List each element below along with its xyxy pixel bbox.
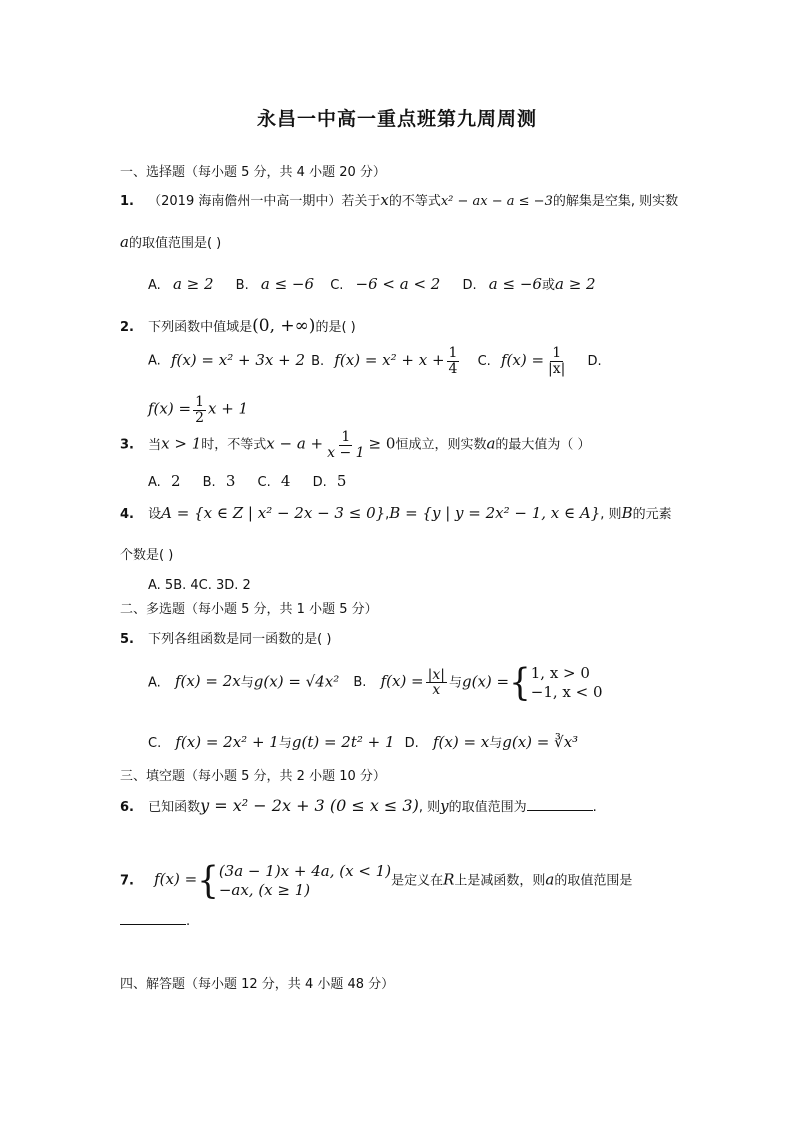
- option-label: B.: [202, 475, 216, 490]
- fraction: [325, 430, 366, 460]
- section-heading-fill: 三、填空题（每小题 5 分，共 2 小题 10 分）: [120, 769, 386, 784]
- math-expression: B = {y | y = 2x² − 1, x ∈ A}: [389, 504, 601, 522]
- option-text: 与: [240, 675, 254, 691]
- question-text: .: [186, 914, 191, 929]
- math-var: y: [440, 797, 449, 815]
- option-label: C.: [330, 278, 344, 293]
- section-heading-multi: 二、多选题（每小题 5 分，共 1 小题 5 分）: [120, 602, 378, 617]
- left-brace: {: [197, 858, 219, 903]
- answer-blank: [527, 798, 593, 811]
- question-2-option-d: [148, 395, 248, 425]
- option-text: 与: [448, 675, 462, 691]
- question-text: ,: [385, 507, 390, 522]
- numerator: 1: [448, 345, 458, 361]
- question-text: 恒成立，则实数: [395, 437, 487, 453]
- question-4-line-2: 个数是( ): [120, 548, 174, 563]
- case-line: (3a − 1)x + 4a, (x < 1): [218, 862, 392, 880]
- option-label: D.: [587, 353, 602, 369]
- option-text: 或: [541, 278, 555, 293]
- fraction: [193, 395, 206, 425]
- question-text: 当: [148, 437, 162, 453]
- option-math: 3: [225, 472, 236, 490]
- question-7-line-2: [120, 912, 190, 929]
- question-text: 的是( ): [315, 320, 356, 335]
- option-label: D.: [312, 475, 327, 490]
- question-text: 下列各组函数是同一函数的是( ): [148, 632, 332, 647]
- question-number: 5.: [120, 632, 134, 647]
- question-text: 时，不等式: [201, 437, 267, 453]
- numerator: 1: [195, 394, 204, 410]
- question-text: 上是减函数，则: [454, 873, 546, 889]
- denominator: 4: [448, 360, 458, 377]
- option-label: C.: [477, 353, 491, 369]
- question-text: 的不等式: [388, 194, 441, 209]
- math-expression: (0, +∞): [252, 316, 316, 336]
- question-3-options: [148, 472, 346, 490]
- math-expression: A = {x ∈ Z | x² − 2x − 3 ≤ 0}: [161, 504, 386, 522]
- question-7-line-1: [120, 858, 633, 903]
- option-label: A.: [148, 475, 161, 490]
- numerator: 1: [552, 345, 562, 361]
- question-2-options: [148, 346, 602, 376]
- option-math: g(x) = ∛x³: [502, 733, 579, 751]
- question-number: 7.: [120, 873, 134, 889]
- question-6: [120, 796, 597, 815]
- question-text: 的取值范围是: [554, 873, 633, 889]
- question-text: 的取值范围是( ): [128, 236, 222, 251]
- option-math: f(x) = x² + x +: [334, 350, 445, 369]
- option-math: f(x) =: [380, 672, 424, 691]
- question-text: 下列函数中值域是: [148, 320, 253, 335]
- question-2-line-1: [120, 316, 356, 336]
- question-1-line-1: [120, 190, 678, 209]
- option-math: f(x) = x: [432, 733, 490, 751]
- option-math: g(x) = √4x²: [253, 672, 340, 691]
- math-var: a: [545, 870, 555, 889]
- option-label: B.: [311, 353, 325, 369]
- question-text: 的取值范围为: [448, 800, 527, 815]
- option-math: a ≥ 2: [554, 275, 596, 293]
- case-line: 1, x > 0: [530, 664, 590, 682]
- option-math: a ≤ −6: [260, 275, 315, 293]
- option-text: 与: [278, 736, 292, 751]
- option-label: A.: [148, 353, 161, 369]
- question-text: , 则: [418, 800, 441, 815]
- option-math: x + 1: [207, 399, 249, 418]
- fraction: [447, 346, 460, 376]
- denominator: 2: [195, 409, 204, 426]
- question-number: 1.: [120, 194, 134, 209]
- question-text: （2019 海南儋州一中高一期中）若关于: [148, 194, 381, 209]
- fraction: [426, 668, 447, 698]
- left-brace: {: [509, 660, 531, 705]
- question-text: , 则: [600, 507, 622, 522]
- question-text: 是定义在: [391, 873, 444, 889]
- question-number: 4.: [120, 507, 134, 522]
- section-heading-answer: 四、解答题（每小题 12 分，共 4 小题 48 分）: [120, 977, 395, 992]
- math-expression: x − a +: [266, 434, 324, 453]
- option-math: f(x) =: [500, 350, 545, 369]
- question-number: 2.: [120, 320, 134, 335]
- question-4-options: A. 5B. 4C. 3D. 2: [148, 578, 251, 593]
- answer-blank: [120, 912, 186, 925]
- question-text: 的解集是空集, 则实数: [552, 194, 679, 209]
- option-label: A.: [148, 675, 161, 691]
- question-text: 设: [148, 507, 162, 522]
- math-var: a: [486, 434, 496, 453]
- question-text: 已知函数: [148, 800, 201, 815]
- case-line: −ax, (x ≥ 1): [218, 880, 311, 899]
- option-math: a ≤ −6: [488, 275, 542, 293]
- question-text: .: [592, 800, 597, 815]
- option-math: 4: [280, 472, 291, 490]
- option-math: 5: [336, 472, 347, 490]
- option-math: f(x) = 2x: [174, 672, 241, 691]
- case-line: −1, x < 0: [530, 682, 603, 701]
- option-math: g(x) =: [462, 672, 510, 691]
- question-number: 6.: [120, 800, 134, 815]
- question-5-options-cd: [148, 732, 578, 751]
- math-expression: ≥ 0: [368, 434, 396, 453]
- math-var: B: [621, 504, 633, 522]
- question-4-line-1: [120, 503, 672, 522]
- option-label: D.: [404, 736, 419, 751]
- denominator: |x|: [548, 360, 566, 377]
- question-text: 的元素: [632, 507, 672, 522]
- option-math: −6 < a < 2: [355, 275, 441, 293]
- numerator: 1: [341, 429, 351, 445]
- denominator: x: [432, 682, 441, 699]
- denominator: x − 1: [327, 444, 365, 461]
- math-var: R: [443, 870, 455, 889]
- option-math: g(t) = 2t² + 1: [291, 733, 395, 751]
- option-label: B.: [235, 278, 249, 293]
- math-expression: f(x) =: [154, 870, 198, 889]
- math-expression: x > 1: [161, 434, 202, 453]
- option-text: 与: [489, 736, 503, 751]
- question-5-line-1: [120, 628, 331, 647]
- math-expression: y = x² − 2x + 3 (0 ≤ x ≤ 3): [200, 796, 419, 815]
- option-math: f(x) = 2x² + 1: [175, 733, 279, 751]
- math-expression: x² − ax − a ≤ −3: [440, 194, 553, 209]
- math-var: x: [380, 191, 389, 209]
- page-title: 永昌一中高一重点班第九周周测: [256, 108, 537, 130]
- option-math: f(x) =: [148, 399, 192, 418]
- question-3-line-1: [120, 430, 591, 460]
- option-label: C.: [257, 475, 271, 490]
- section-heading-choice: 一、选择题（每小题 5 分，共 4 小题 20 分）: [120, 165, 386, 180]
- piecewise-cases: [531, 664, 603, 702]
- option-math: f(x) = x² + 3x + 2: [170, 350, 305, 369]
- math-var: a: [120, 233, 129, 251]
- option-label: D.: [462, 278, 477, 293]
- option-label: A.: [148, 278, 161, 293]
- numerator: |x|: [427, 666, 445, 683]
- piecewise-cases: [219, 862, 391, 900]
- question-1-options: [148, 274, 596, 293]
- question-5-options-ab: [148, 660, 603, 705]
- question-1-line-2: [120, 232, 221, 251]
- option-math: 2: [170, 472, 181, 490]
- option-label: C.: [148, 736, 162, 751]
- question-text: 的最大值为（ ）: [495, 437, 591, 453]
- fraction: [546, 346, 567, 376]
- option-math: a ≥ 2: [172, 275, 214, 293]
- question-number: 3.: [120, 437, 134, 453]
- option-label: B.: [353, 675, 367, 691]
